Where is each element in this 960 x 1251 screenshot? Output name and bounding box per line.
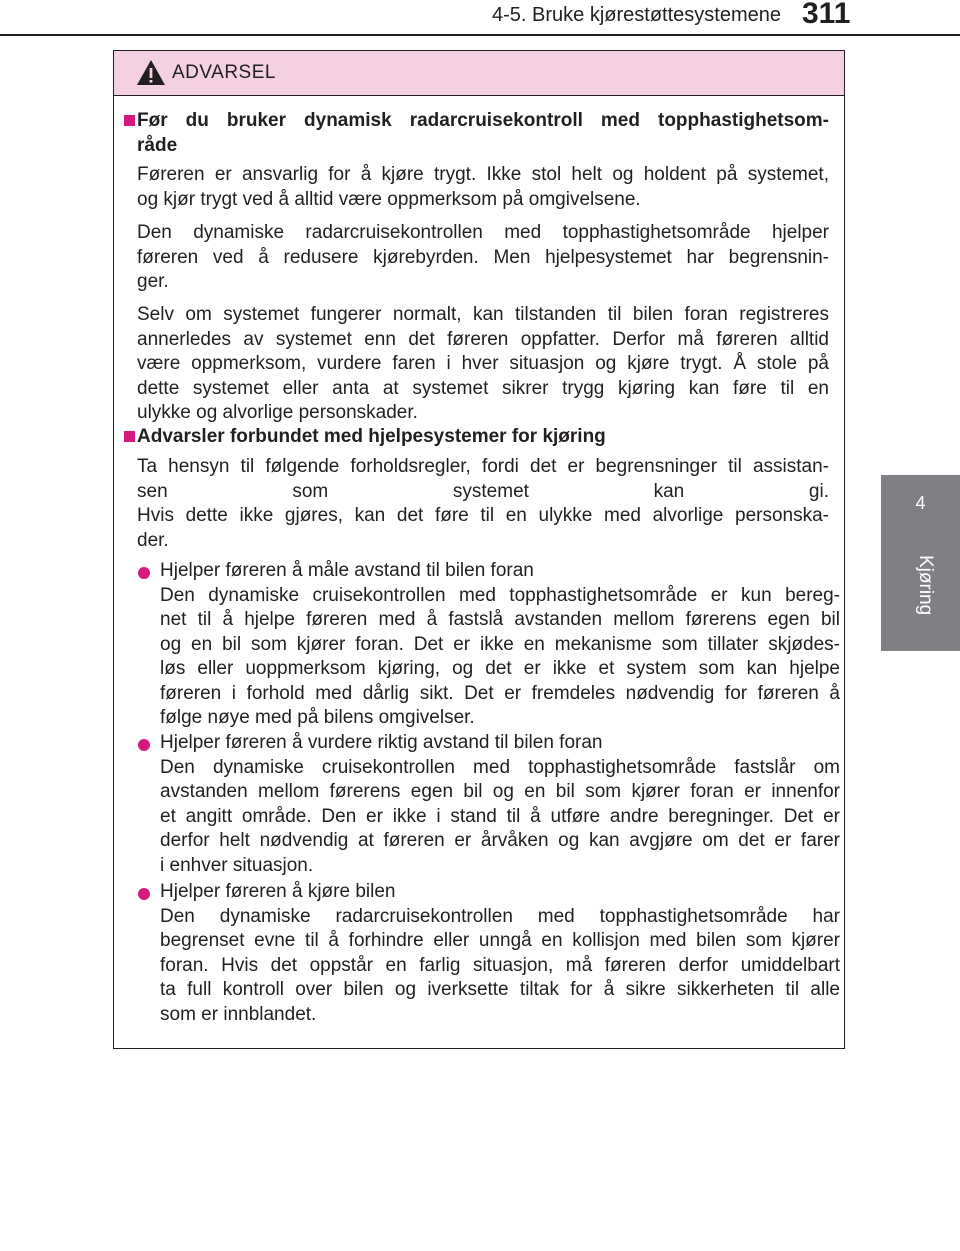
page-number: 311 <box>802 0 851 30</box>
running-header: 4-5. Bruke kjørestøttesystemene <box>492 4 781 26</box>
bullet-heading: Hjelper føreren å måle avstand til bilen foran <box>160 560 534 581</box>
text-line: være oppmerksom, vurdere faren i hver situasjon og kjøre trygt. Å stole på <box>137 353 829 374</box>
bullet-heading: Hjelper føreren å vurdere riktig avstand til bilen foran <box>160 732 603 753</box>
text-line: Ta hensyn til følgende forholdsregler, fordi det er begrensninger til assistan- <box>137 456 829 477</box>
warning-title: ADVARSEL <box>172 62 276 83</box>
warning-header <box>114 51 844 96</box>
text-line: dette systemet eller anta at systemet sikrer trygg kjøring kan føre til en <box>137 377 829 399</box>
text-line: Føreren er ansvarlig for å kjøre trygt. Ikke stol helt og holdent på systemet, <box>137 164 829 185</box>
text-line: som er innblandet. <box>160 1003 317 1025</box>
bullet-item <box>160 880 840 1027</box>
warning-triangle-icon <box>136 59 166 86</box>
paragraph <box>137 303 829 426</box>
text-line: annerledes av systemet enn det føreren oppfatter. Derfor må føreren alltid <box>137 328 829 350</box>
bullet-heading: Hjelper føreren å kjøre bilen <box>160 881 396 902</box>
text-line: Hvis dette ikke gjøres, kan det føre til en ulykke med alvorlige personska- <box>137 505 829 526</box>
paragraph <box>137 163 829 212</box>
text-line: Den dynamiske cruisekontrollen med topphastighetsområde fastslår om <box>160 756 840 778</box>
text-line: der. <box>137 529 169 551</box>
chapter-label: Kjøring <box>915 555 936 616</box>
text-line: Selv om systemet fungerer normalt, kan tilstanden til bilen foran registreres <box>137 304 829 325</box>
bullet-marker <box>138 888 150 900</box>
text-line: avstanden mellom førerens egen bil og en bil som kjører foran er innenfor <box>160 781 840 802</box>
text-line: Den dynamiske radarcruisekontrollen med topphastighetsområde hjelper <box>137 222 829 243</box>
text-line: og en bil som kjører foran. Det er ikke en mekanisme som tillater skjødes- <box>160 633 840 655</box>
text-line: følge nøye med på bilens omgivelser. <box>160 707 475 728</box>
title-line: råde <box>137 135 178 156</box>
bullet-item <box>160 559 840 731</box>
text-line: begrenset evne til å forhindre eller unngå en kollisjon med bilen som kjører <box>160 930 840 951</box>
text-line: løs eller uoppmerksom kjøring, og det er ikke et system som kan hjelpe <box>160 658 840 679</box>
text-line: og kjør trygt ved å alltid være oppmerksom på omgivelsene. <box>137 188 641 210</box>
text-line: Den dynamiske radarcruisekontrollen med topphastighetsområde har <box>160 905 840 927</box>
section-title <box>137 108 829 158</box>
text-line: føreren ved å redusere kjørebyrden. Men hjelpesystemet har begrensnin- <box>137 246 829 268</box>
bullet-item <box>160 731 840 878</box>
chapter-number: 4 <box>915 493 926 513</box>
title-line: Før du bruker dynamisk radarcruisekontroll med topphastighetsom- <box>137 110 829 131</box>
section-marker <box>124 431 135 442</box>
text-line: derfor helt nødvendig at føreren er årvåken og kan avgjøre om det er farer <box>160 830 840 851</box>
section-marker <box>124 115 135 126</box>
warning-box <box>113 50 845 1049</box>
bullet-marker <box>138 567 150 579</box>
text-line: ulykke og alvorlige personskader. <box>137 402 418 423</box>
paragraph <box>137 455 829 553</box>
text-line: føreren i forhold med dårlig sikt. Det er fremdeles nødvendig for føreren å <box>160 682 840 704</box>
bullet-marker <box>138 739 150 751</box>
text-line: sen som systemet kan gi. <box>137 480 829 502</box>
text-line: i enhver situasjon. <box>160 854 314 876</box>
text-line: foran. Hvis det oppstår en farlig situasjon, må føreren derfor umiddelbart <box>160 954 840 976</box>
text-line: net til å hjelpe føreren med å fastslå avstanden mellom førerens egen bil <box>160 609 840 630</box>
text-line: et angitt område. Den er ikke i stand til å utføre andre beregninger. Det er <box>160 805 840 827</box>
text-line: Den dynamiske cruisekontrollen med topphastighetsområde er kun bereg- <box>160 584 840 606</box>
paragraph <box>137 221 829 295</box>
header-divider <box>0 34 960 36</box>
section-title: Advarsler forbundet med hjelpesystemer for kjøring <box>137 426 606 447</box>
text-line: ger. <box>137 271 169 292</box>
text-line: ta full kontroll over bilen og iverksette tiltak for å sikre sikkerheten til alle <box>160 979 840 1000</box>
